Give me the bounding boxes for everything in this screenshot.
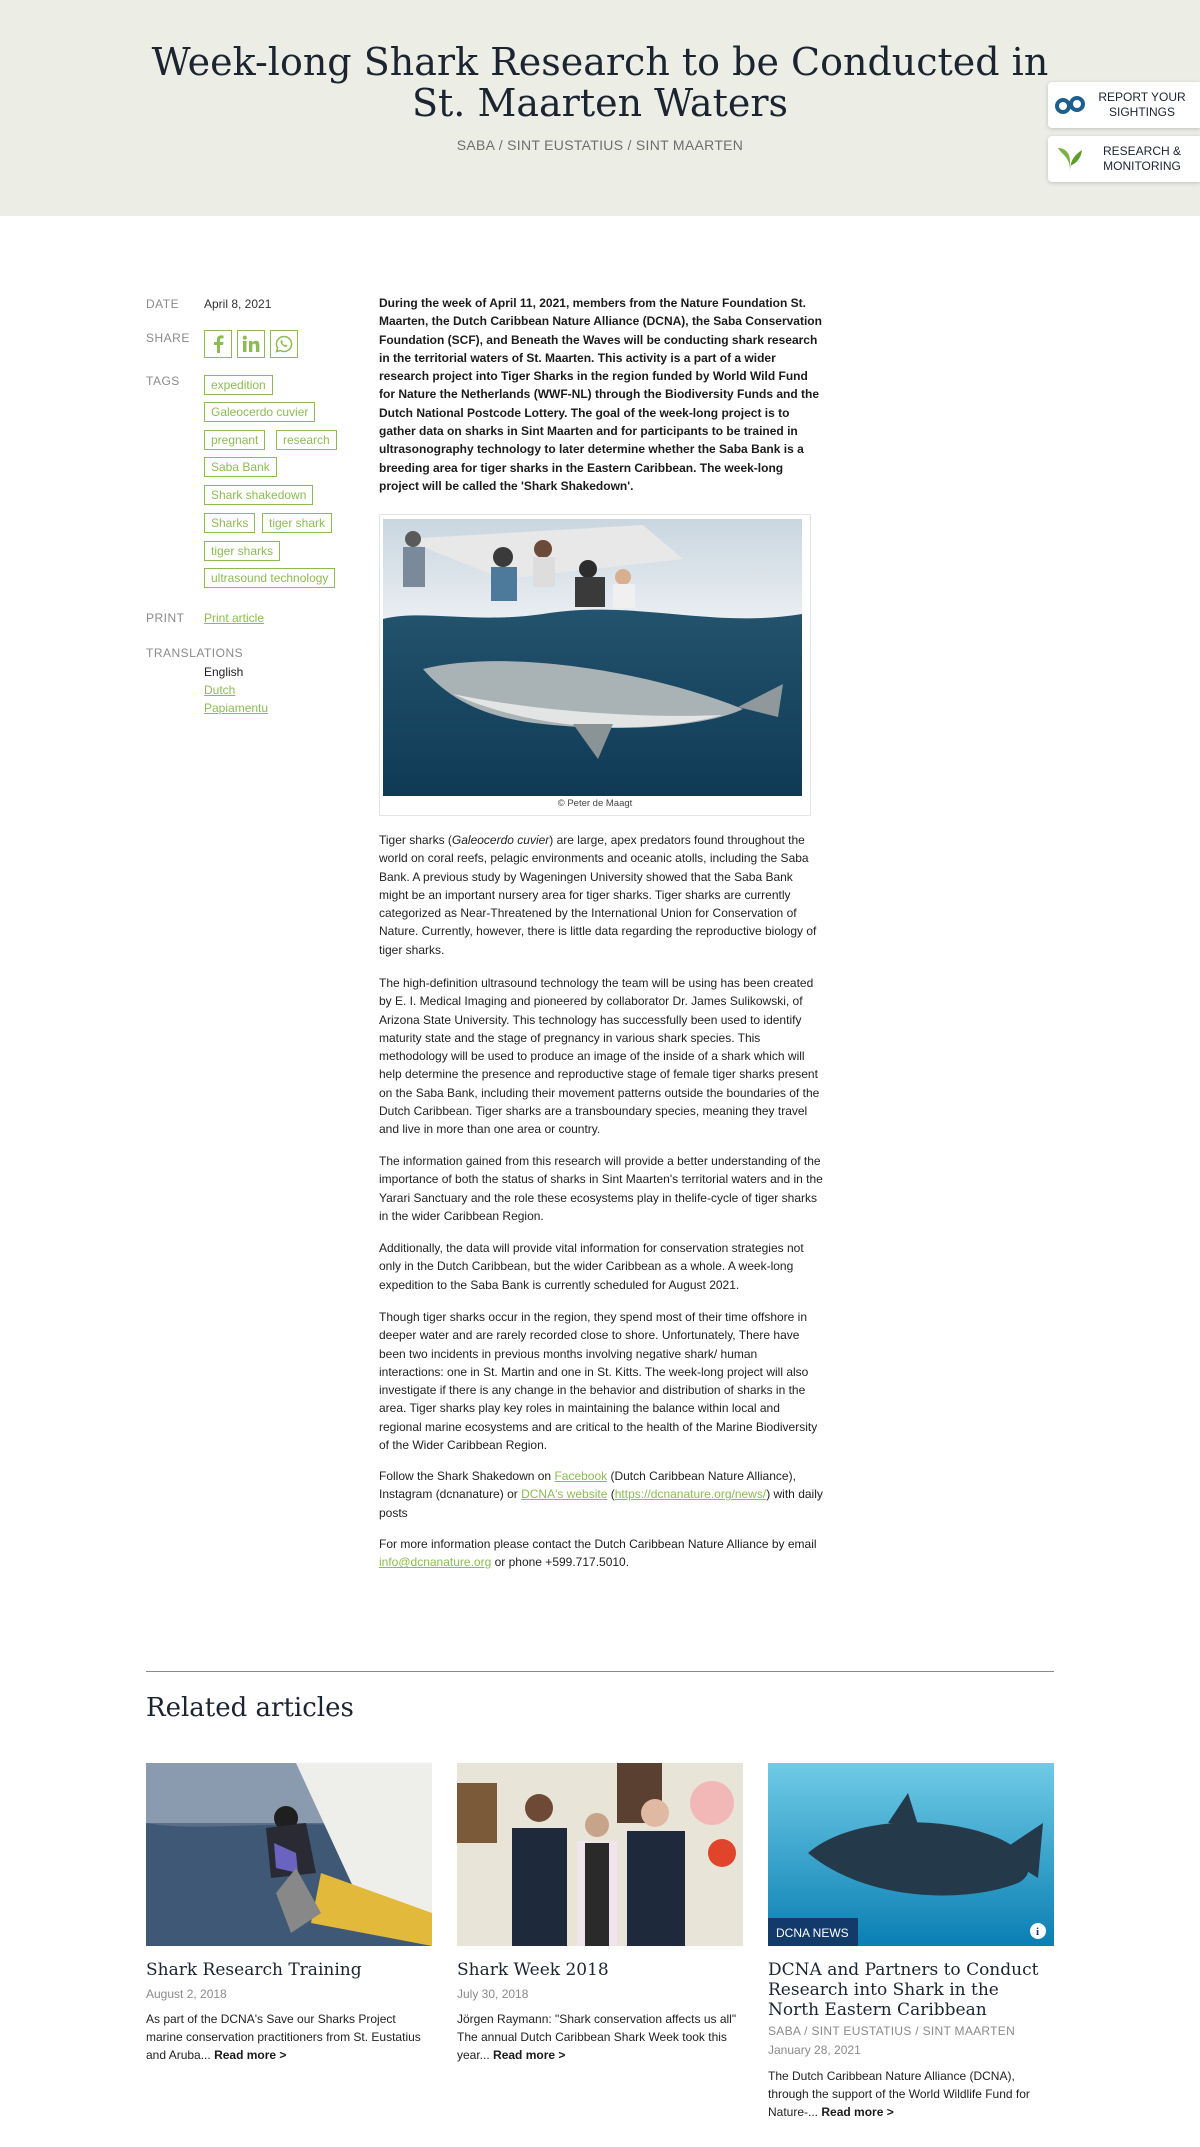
related-card-1-title[interactable]: Shark Research Training (146, 1960, 362, 1980)
share-linkedin-button[interactable] (237, 330, 265, 358)
leaf-icon (1048, 144, 1092, 174)
facebook-icon (211, 335, 225, 353)
share-whatsapp-button[interactable] (270, 330, 298, 358)
related-card-3-image[interactable] (768, 1763, 1054, 1946)
translation-dutch-link[interactable]: Dutch (204, 683, 236, 697)
dcna-news-badge: DCNA NEWS (776, 1926, 849, 1940)
svg-text:i: i (1036, 1926, 1040, 1938)
translation-english: English (204, 665, 244, 679)
report-sightings-label: REPORT YOUR SIGHTINGS (1098, 90, 1186, 119)
translation-papiamentu-link[interactable]: Papiamentu (204, 701, 269, 715)
article-paragraph-3: The information gained from this research will provide a better understanding of the importance of both the status of sharks in Sint Maarten's territorial waters and in the Yarari Sanctuary and the role these ecosystems play in thelife-cycle of tiger sharks in the wider Caribbean Region. (379, 1154, 823, 1223)
related-card-3-excerpt: The Dutch Caribbean Nature Alliance (DCNA), through the support of the World Wildlife Fund for Nature-... Read more > (768, 2069, 1030, 2119)
page-subtitle: SABA / SINT EUSTATIUS / SINT MAARTEN (456, 137, 744, 153)
tag-pregnant[interactable]: pregnant (204, 430, 265, 450)
figure-caption: © Peter de Maagt (557, 798, 633, 809)
tag-research[interactable]: research (276, 430, 337, 450)
tag-saba-bank[interactable]: Saba Bank (204, 457, 277, 477)
share-facebook-button[interactable] (204, 330, 232, 358)
related-card-2-excerpt: Jörgen Raymann: "Shark conservation affects us all" The annual Dutch Caribbean Shark Week took this year... Read more > (457, 2012, 737, 2062)
related-card-3-title[interactable]: DCNA and Partners to Conduct Research into Shark in the North Eastern Caribbean (768, 1960, 1039, 2020)
article-paragraph-7: For more information please contact the Dutch Caribbean Nature Alliance by email info@dcnanature.org or phone +599.717.5010. (379, 1537, 817, 1570)
page-header (0, 0, 1200, 216)
tag-galeocerdo-cuvier[interactable]: Galeocerdo cuvier (204, 402, 315, 422)
tag-tiger-sharks[interactable]: tiger sharks (204, 541, 280, 561)
binoculars-icon (1048, 94, 1092, 116)
dcna-news-url-link[interactable]: https://dcnanature.org/news/ (614, 1487, 767, 1502)
tag-tiger-shark[interactable]: tiger shark (262, 513, 332, 533)
related-card-2-image[interactable] (457, 1763, 743, 1946)
article-paragraph-5: Though tiger sharks occur in the region, they spend most of their time offshore in deeper water and are rarely recorded close to shore. Unfortunately, There have been two incidents in previous months involving negative shark/ human interactions: one in St. Martin and one in St. Kitts. The week-long project will also investigate if there is any change in the behavior and distribution of sharks in the area. Tiger sharks play key roles in maintaining the balance within local and regional marine ecosystems and are critical to the health of the Marine Biodiversity of the Wider Caribbean Region. (379, 1310, 818, 1453)
dcna-website-link[interactable]: DCNA's website (521, 1487, 608, 1502)
related-divider (146, 1671, 1054, 1672)
related-card-1-read-more[interactable]: Read more > (214, 2048, 287, 2062)
tag-expedition[interactable]: expedition (204, 375, 273, 395)
tag-shark-shakedown[interactable]: Shark shakedown (204, 485, 313, 505)
related-card-2-title[interactable]: Shark Week 2018 (457, 1960, 609, 1980)
whatsapp-icon (275, 335, 293, 353)
page-title: Week-long Shark Research to be Conducted in St. Maarten Waters (151, 40, 1049, 125)
tags-label: TAGS (146, 374, 180, 388)
tag-sharks[interactable]: Sharks (204, 513, 255, 533)
article-paragraph-6: Follow the Shark Shakedown on Facebook (Dutch Caribbean Nature Alliance), Instagram (dcnanature) or DCNA's website (https://dcnanature.org/news/) with daily posts (379, 1469, 823, 1520)
article-paragraph-4: Additionally, the data will provide vital information for conservation strategies not only in the Dutch Caribbean, but the wider Caribbean as a whole. A week-long expedition to the Saba Bank is currently scheduled for August 2021. (379, 1241, 804, 1292)
share-label: SHARE (146, 331, 190, 345)
translations-label: TRANSLATIONS (146, 646, 244, 660)
linkedin-icon (242, 335, 260, 353)
print-article-link[interactable]: Print article (204, 611, 265, 625)
related-card-1-image[interactable] (146, 1763, 432, 1946)
date-value: April 8, 2021 (204, 297, 272, 311)
article-figure (379, 514, 811, 816)
related-card-2-read-more[interactable]: Read more > (493, 2048, 566, 2062)
research-monitoring-label: RESEARCH & MONITORING (1102, 144, 1182, 173)
related-card-1-excerpt: As part of the DCNA's Save our Sharks Project marine conservation practitioners from St. Eustatius and Aruba... Read more > (146, 2012, 421, 2062)
research-monitoring-button[interactable] (1048, 136, 1200, 182)
print-label: PRINT (146, 611, 185, 625)
article-paragraph-1: Tiger sharks (Galeocerdo cuvier) are large, apex predators found throughout the world on coral reefs, pelagic environments and oceanic atolls, including the Saba Bank. A previous study by Wageningen University showed that the Saba Bank might be an important nursery area for tiger sharks. Tiger sharks are currently categorized as Near-Threatened by the International Union for Conservation of Nature. Currently, however, there is little data regarding the reproductive biology of tiger sharks. (379, 833, 817, 957)
related-card-2-date: July 30, 2018 (457, 1987, 529, 2001)
tag-ultrasound-technology[interactable]: ultrasound technology (204, 568, 335, 588)
email-link[interactable]: info@dcnanature.org (379, 1555, 492, 1570)
article-paragraph-2: The high-definition ultrasound technology the team will be using has been created by E. I. Medical Imaging and pioneered by collaborator Dr. James Sulikowski, of Arizona State University. This technology has successfully been used to identify maturity state and the stage of pregnancy in various shark species. This methodology will be used to produce an image of the inside of a shark which will help determine the presence and reproductive stage of female tiger sharks present on the Saba Bank, including their movement patterns outside the boundaries of the Dutch Caribbean. Tiger sharks are a transboundary species, meaning they travel and live in more than one area or country. (379, 976, 820, 1137)
related-card-3-location: SABA / SINT EUSTATIUS / SINT MAARTEN (768, 2024, 1016, 2038)
related-card-3-date: January 28, 2021 (768, 2043, 861, 2057)
facebook-link[interactable]: Facebook (554, 1469, 608, 1483)
related-card-3-read-more[interactable]: Read more > (821, 2105, 894, 2119)
shark-boat-photo (383, 519, 802, 796)
date-label: DATE (146, 297, 180, 311)
report-sightings-button[interactable] (1048, 82, 1200, 128)
related-card-1-date: August 2, 2018 (146, 1987, 227, 2001)
related-articles-heading: Related articles (146, 1693, 354, 1723)
article-intro: During the week of April 11, 2021, members from the Nature Foundation St. Maarten, the Dutch Caribbean Nature Alliance (DCNA), the Saba Conservation Foundation (SCF), and Beneath the Waves will be conducting shark research in the territorial waters of St. Maarten. This activity is a part of a wider research project into Tiger Sharks in the region funded by World Wild Fund for Nature the Netherlands (WWF-NL) through the Biodiversity Funds and the Dutch National Postcode Lottery. The goal of the week-long project is to gather data on sharks in Sint Maarten and for participants to be trained in ultrasonography technology to later determine whether the Saba Bank is a breeding area for tiger sharks in the Eastern Caribbean. The week-long project will be called the 'Shark Shakedown'. (379, 296, 822, 493)
